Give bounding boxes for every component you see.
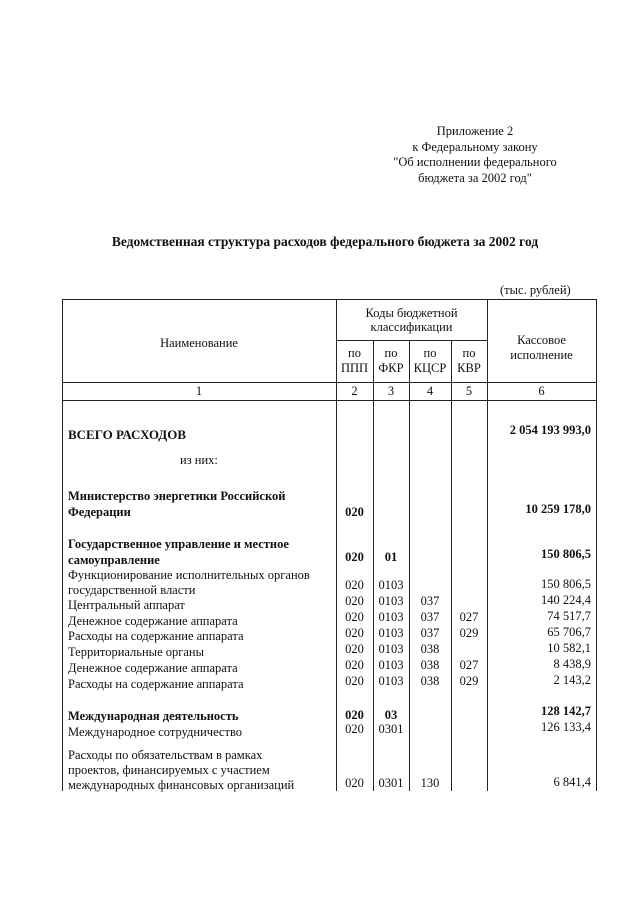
column-number: 5 <box>465 384 473 398</box>
section-value: 128 142,7 <box>541 704 591 718</box>
appendix-note <box>370 124 580 186</box>
appendix-line: "Об исполнении федерального <box>393 155 557 169</box>
table-border <box>596 299 597 791</box>
row-value: 10 582,1 <box>547 641 591 655</box>
ministry-value: 10 259 178,0 <box>525 502 591 516</box>
row-ppp: 020 <box>345 642 364 656</box>
header-codes: классификации <box>370 320 453 334</box>
row-ppp: 020 <box>345 722 364 736</box>
column-number: 6 <box>538 384 545 398</box>
row-ppp: 020 <box>345 578 364 592</box>
header-execution: Кассовое <box>517 333 566 347</box>
row-fkr: 0103 <box>378 658 404 672</box>
total-value: 2 054 193 993,0 <box>509 423 591 437</box>
column-number: 1 <box>195 384 203 398</box>
row-fkr: 0103 <box>378 674 404 688</box>
row-name: Функционирование исполнительных органов <box>68 568 310 582</box>
row-name: Центральный аппарат <box>68 598 185 612</box>
row-fkr: 0301 <box>378 776 404 790</box>
section-name: Международная деятельность <box>68 709 239 723</box>
row-fkr: 0301 <box>378 722 404 736</box>
appendix-line: бюджета за 2002 год" <box>418 170 532 185</box>
header-ppp: по <box>348 346 361 360</box>
header-fkr: по <box>384 346 398 360</box>
row-value: 140 224,4 <box>541 593 591 607</box>
section-fkr: 01 <box>384 550 398 564</box>
column-number: 4 <box>426 384 434 398</box>
header-codes: Коды бюджетной <box>365 306 458 320</box>
appendix-line: к Федеральному закону <box>412 139 538 154</box>
table-border <box>62 400 597 401</box>
row-value: 8 438,9 <box>553 657 591 671</box>
total-label: ВСЕГО РАСХОДОВ <box>68 427 187 442</box>
row-name: Территориальные органы <box>68 645 205 659</box>
row-ppp: 020 <box>345 594 364 608</box>
header-ppp: ППП <box>340 361 369 375</box>
row-fkr: 0103 <box>378 594 404 608</box>
row-fkr: 0103 <box>378 578 404 592</box>
section-ppp: 020 <box>345 550 364 564</box>
row-value: 6 841,4 <box>553 775 591 789</box>
table-border <box>62 382 597 383</box>
ministry-name: Министерство энергетики Российской <box>68 489 286 503</box>
section-value: 150 806,5 <box>541 547 591 561</box>
row-ppp: 020 <box>345 626 364 640</box>
row-value: 126 133,4 <box>541 720 591 734</box>
row-name: государственной власти <box>68 583 196 597</box>
row-ppp: 020 <box>345 776 364 790</box>
appendix-line: Приложение 2 <box>436 124 514 138</box>
row-kcsr: 038 <box>420 658 440 672</box>
row-kcsr: 130 <box>420 776 440 790</box>
section-ppp: 020 <box>345 708 364 722</box>
row-ppp: 020 <box>345 658 364 672</box>
header-name: Наименование <box>160 336 238 350</box>
table-border <box>451 340 452 791</box>
row-kcsr: 037 <box>420 626 440 640</box>
header-fkr: ФКР <box>378 361 404 375</box>
row-kvr: 027 <box>459 610 479 624</box>
row-ppp: 020 <box>345 674 364 688</box>
header-kvr: по <box>462 346 476 360</box>
row-kcsr: 038 <box>420 674 440 688</box>
row-fkr: 0103 <box>378 642 404 656</box>
row-value: 2 143,2 <box>553 673 591 687</box>
table-border <box>336 340 487 341</box>
row-value: 74 517,7 <box>547 609 591 623</box>
header-kcsr: КЦСР <box>413 361 447 375</box>
of-them-label: из них: <box>180 453 218 467</box>
document-title: Ведомственная структура расходов федерального бюджета за 2002 год <box>111 234 539 249</box>
row-name: Расходы на содержание аппарата <box>68 629 244 643</box>
row-fkr: 0103 <box>378 610 404 624</box>
row-kcsr: 038 <box>420 642 440 656</box>
header-kvr: КВР <box>457 361 481 375</box>
row-name: Расходы на содержание аппарата <box>68 677 244 691</box>
row-name: Международное сотрудничество <box>68 725 243 739</box>
row-name: Расходы по обязательствам в рамках <box>68 748 263 762</box>
section-name: самоуправление <box>68 553 160 567</box>
table-border <box>62 299 63 791</box>
ministry-ppp: 020 <box>345 505 364 519</box>
row-kcsr: 037 <box>420 594 440 608</box>
row-ppp: 020 <box>345 610 364 624</box>
table-border <box>62 299 597 300</box>
row-name: Денежное содержание аппарата <box>68 661 238 675</box>
row-name: Денежное содержание аппарата <box>68 614 238 628</box>
row-fkr: 0103 <box>378 626 404 640</box>
row-name: проектов, финансируемых с участием <box>68 763 270 777</box>
row-kcsr: 037 <box>420 610 440 624</box>
row-name: международных финансовых организаций <box>68 778 295 792</box>
row-value: 65 706,7 <box>547 625 591 639</box>
column-number: 3 <box>387 384 395 398</box>
ministry-name: Федерации <box>68 505 131 519</box>
row-kvr: 027 <box>459 658 479 672</box>
column-number: 2 <box>351 384 358 398</box>
table-border <box>409 340 410 791</box>
row-kvr: 029 <box>459 626 479 640</box>
section-fkr: 03 <box>384 708 398 722</box>
units-label: (тыс. рублей) <box>500 283 571 297</box>
header-kcsr: по <box>423 346 437 360</box>
section-name: Государственное управление и местное <box>68 537 289 551</box>
row-kvr: 029 <box>459 674 479 688</box>
row-value: 150 806,5 <box>541 577 591 591</box>
header-execution: исполнение <box>510 348 573 362</box>
